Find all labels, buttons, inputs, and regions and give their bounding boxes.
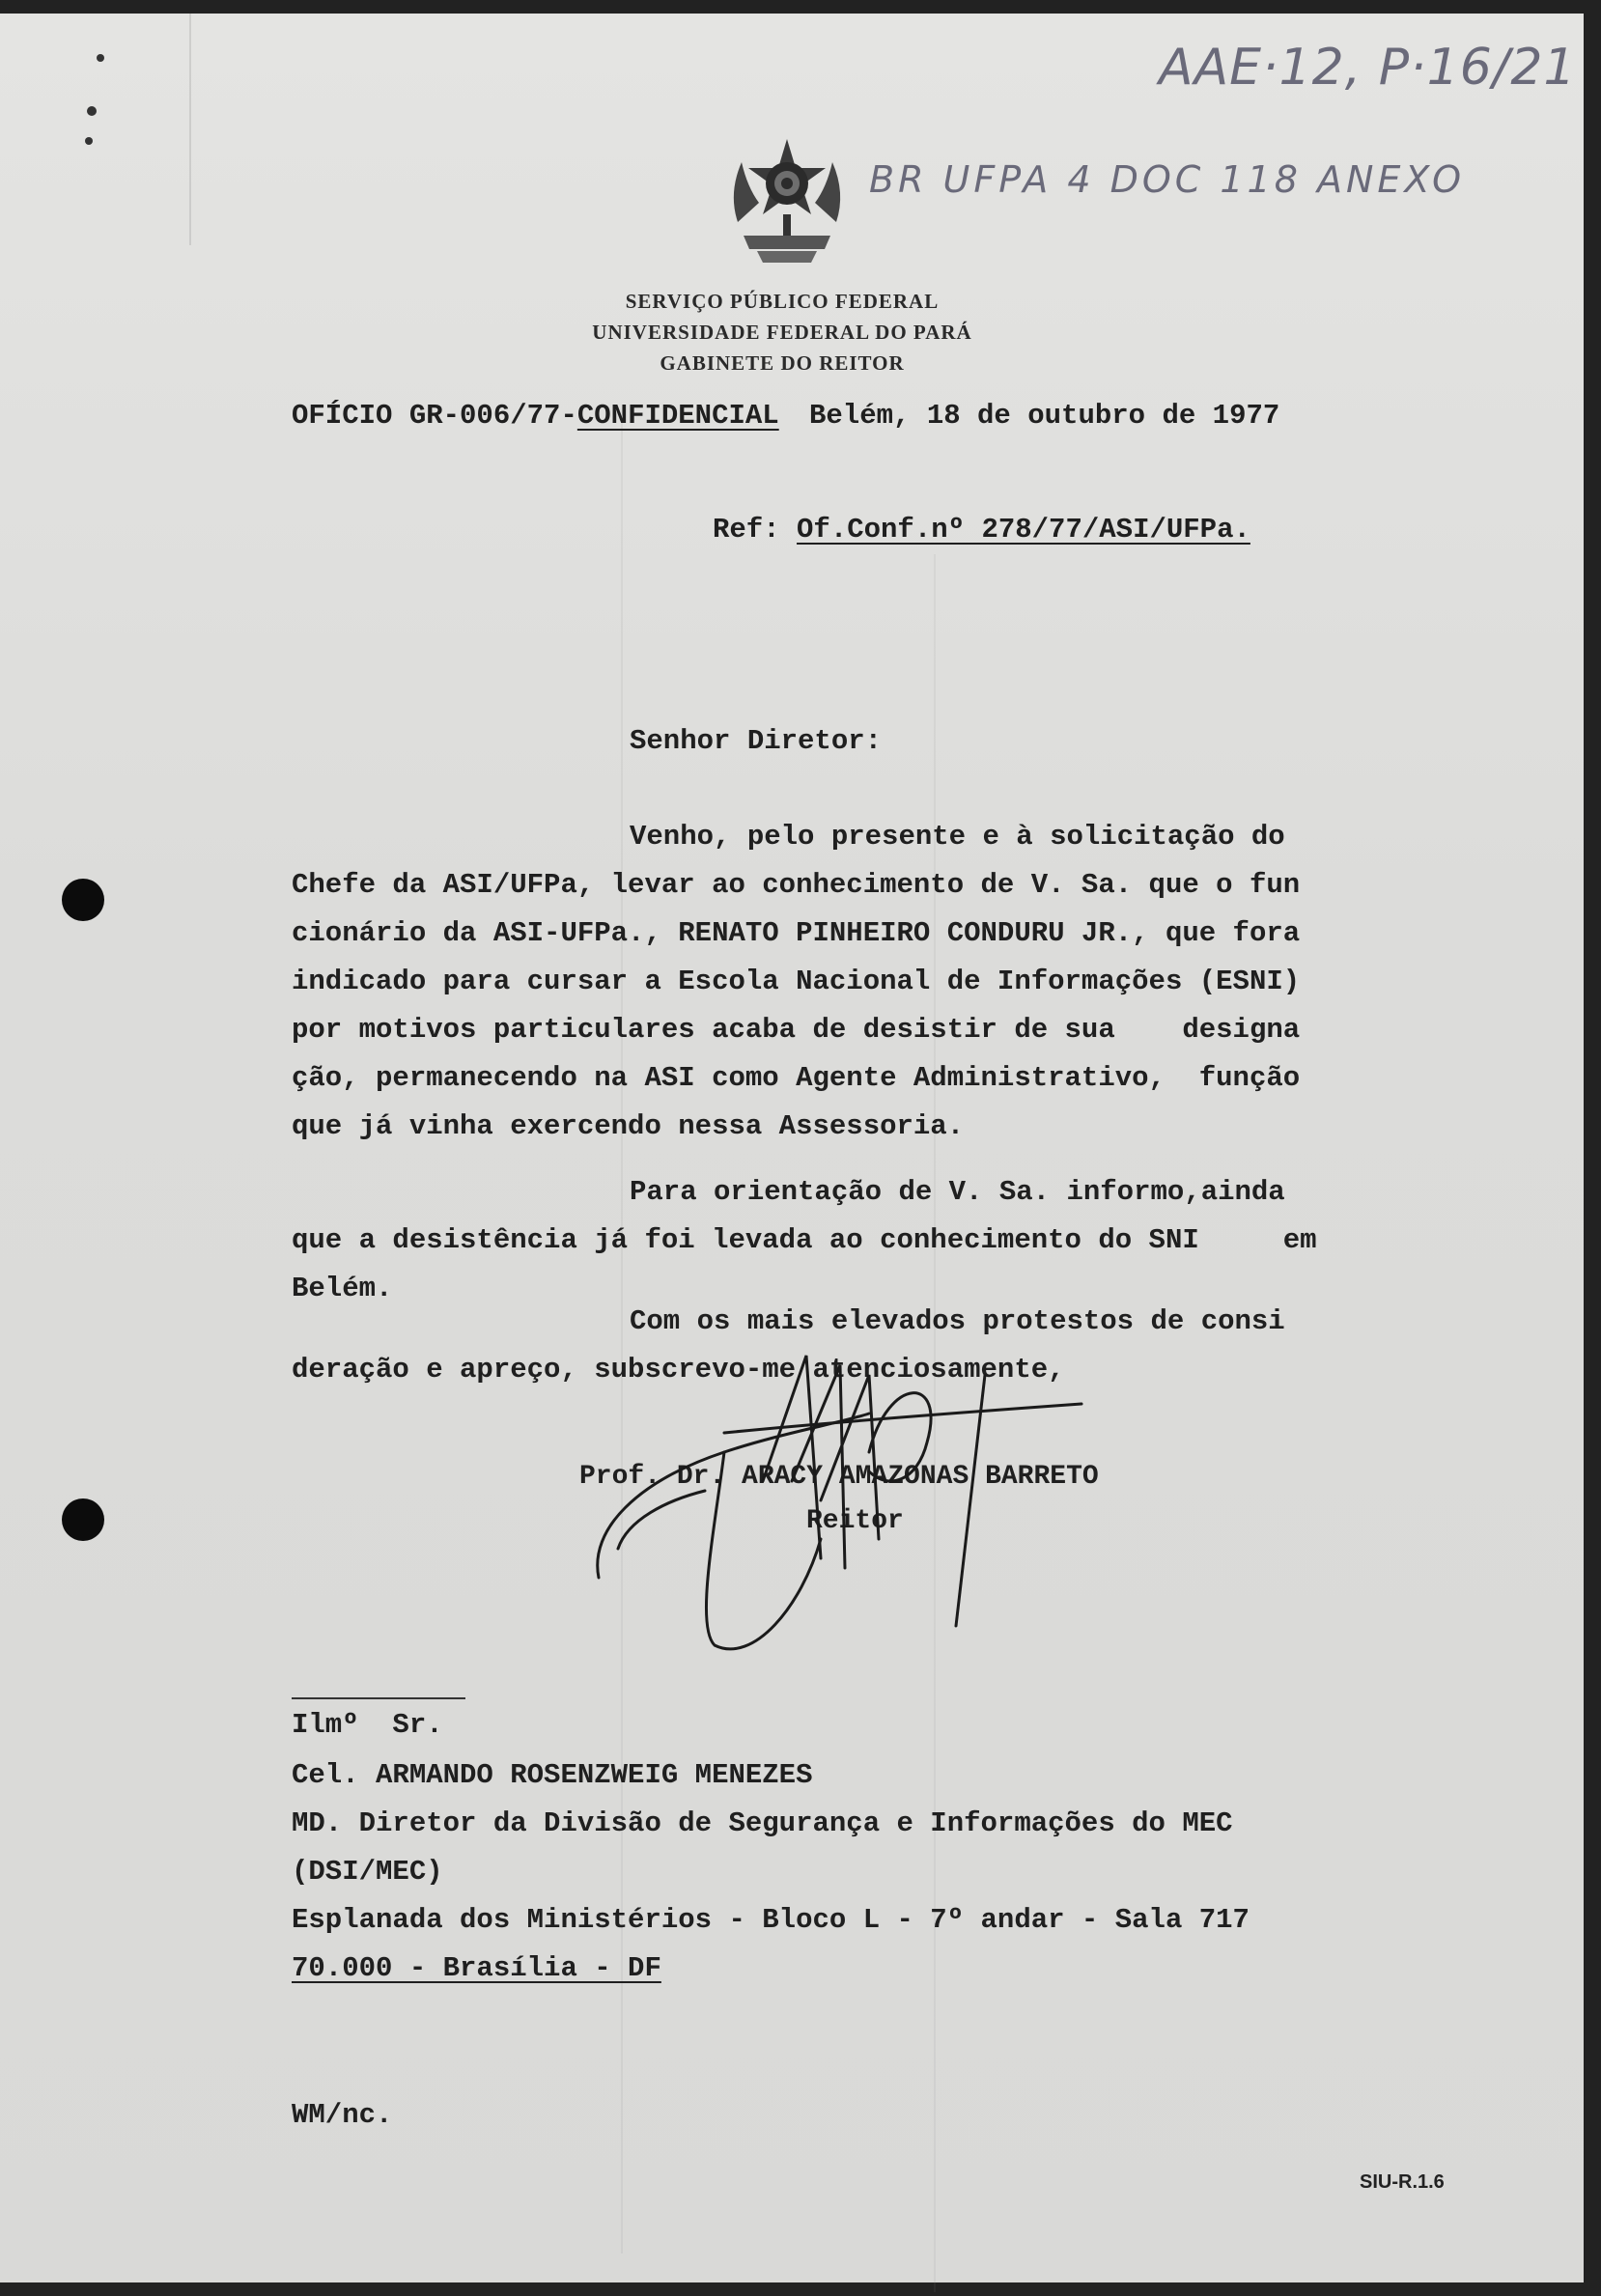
addressee-honorific: Ilmº Sr. — [292, 1709, 443, 1741]
signatory-name: Prof. Dr. ARACY AMAZONAS BARRETO — [579, 1462, 1099, 1492]
punch-hole — [62, 1498, 104, 1541]
form-code: SIU-R.1.6 — [1360, 2171, 1445, 2193]
addressee-department: (DSI/MEC) — [292, 1856, 443, 1888]
place-date: Belém, 18 de outubro de 1977 — [809, 400, 1280, 432]
body-line: Para orientação de V. Sa. informo,ainda — [630, 1176, 1285, 1208]
punch-hole — [62, 879, 104, 921]
addressee-city: 70.000 - Brasília - DF — [292, 1952, 661, 1984]
body-line: Com os mais elevados protestos de consi — [630, 1305, 1285, 1337]
addressee-rule — [292, 1697, 465, 1699]
letterhead — [483, 286, 1081, 378]
body-line: ção, permanecendo na ASI como Agente Administrativo, função — [292, 1062, 1301, 1094]
handwritten-signature — [579, 1336, 1120, 1703]
letterhead-line-service: SERVIÇO PÚBLICO FEDERAL — [625, 290, 940, 313]
body-line: cionário da ASI-UFPa., RENATO PINHEIRO CONDURU JR., que fora — [292, 917, 1301, 949]
oficio-id: OFÍCIO GR-006/77- — [292, 400, 577, 432]
addressee-name: Cel. ARMANDO ROSENZWEIG MENEZES — [292, 1759, 813, 1791]
body-line: que a desistência já foi levada ao conhecimento do SNI em — [292, 1224, 1317, 1256]
speck — [85, 137, 93, 145]
document-page — [0, 14, 1584, 2282]
speck — [97, 54, 104, 62]
letterhead-line-university: UNIVERSIDADE FEDERAL DO PARÁ — [592, 321, 972, 344]
fold-mark — [189, 14, 191, 245]
brazil-coat-of-arms-icon — [724, 129, 850, 274]
oficio-number — [292, 400, 779, 432]
body-line: Chefe da ASI/UFPa, levar ao conhecimento de V. Sa. que o fun — [292, 869, 1301, 901]
archive-reference-handwritten: AAE·12, P·16/21 — [1159, 39, 1577, 97]
speck — [87, 106, 97, 116]
classification-mark: CONFIDENCIAL — [576, 400, 779, 432]
body-line: que já vinha exercendo nessa Assessoria. — [292, 1110, 965, 1142]
body-line: por motivos particulares acaba de desistir de sua designa — [292, 1014, 1301, 1046]
body-line: Belém. — [292, 1273, 393, 1304]
fonds-annotation-handwritten: BR UFPA 4 DOC 118 ANEXO — [869, 158, 1465, 201]
addressee-street: Esplanada dos Ministérios - Bloco L - 7º andar - Sala 717 — [292, 1904, 1250, 1936]
addressee-position: MD. Diretor da Divisão de Segurança e Informações do MEC — [292, 1807, 1233, 1839]
reference-line — [713, 514, 1250, 546]
reference-label: Ref: — [713, 514, 798, 546]
body-line: Venho, pelo presente e à solicitação do — [630, 821, 1285, 853]
letterhead-line-office: GABINETE DO REITOR — [660, 351, 905, 375]
typist-initials: WM/nc. — [292, 2099, 393, 2131]
signatory-title: Reitor — [806, 1506, 904, 1536]
body-line: deração e apreço, subscrevo-me atenciosamente, — [292, 1354, 1065, 1386]
body-line: indicado para cursar a Escola Nacional de Informações (ESNI) — [292, 966, 1301, 997]
reference-value: Of.Conf.nº 278/77/ASI/UFPa. — [797, 514, 1250, 546]
salutation: Senhor Diretor: — [630, 725, 883, 757]
